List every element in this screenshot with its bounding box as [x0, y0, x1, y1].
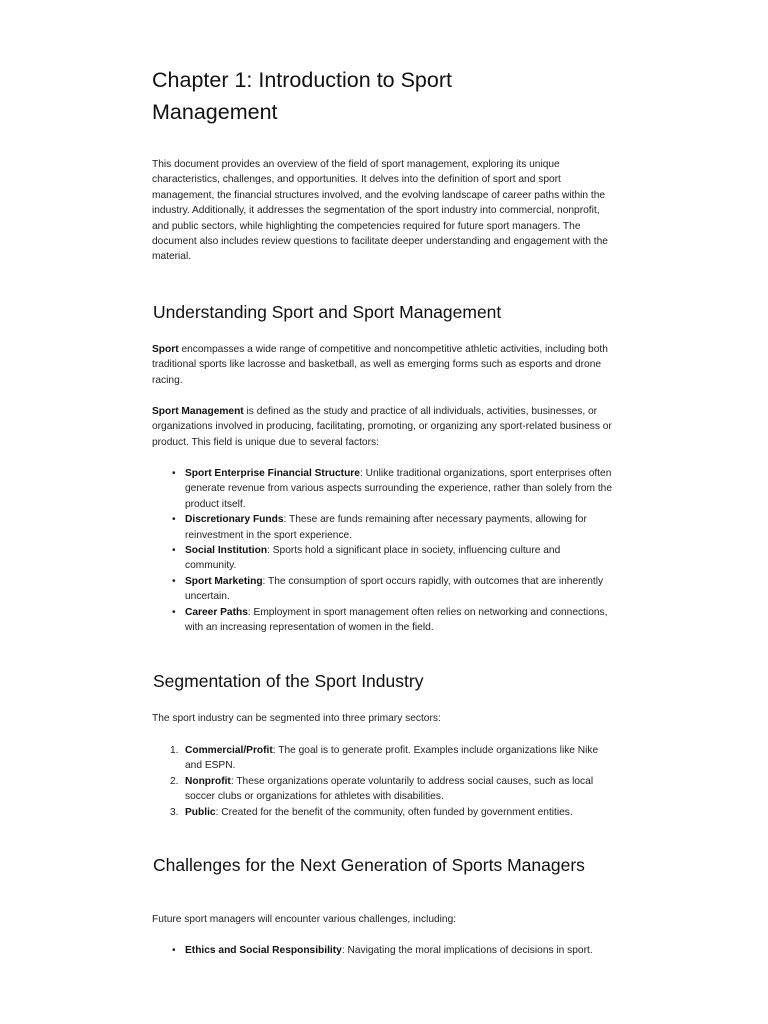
list-item-term: Sport Enterprise Financial Structure [185, 468, 360, 479]
list-item-term: Social Institution [185, 545, 268, 557]
segmentation-intro: The sport industry can be segmented into three primary sectors: [152, 713, 441, 724]
sport-management-text: is defined as the study and practice of all individuals, activities, businesses, or organizations involved in producing, facilitating, promoting, or organizing any sport-related business or product. This field is unique due to several factors: [152, 406, 612, 448]
sectors-list [152, 743, 614, 820]
section-heading-segmentation: Segmentation of the Sport Industry [153, 671, 424, 691]
section-heading-challenges: Challenges for the Next Generation of Sports Managers [153, 855, 585, 875]
list-item-text: : These organizations operate voluntarily to address social causes, such as local soccer clubs or organizations for athletes with disabilities. [185, 775, 594, 803]
list-item-term: Public [185, 806, 216, 818]
list-item [152, 466, 614, 512]
list-item [152, 512, 614, 543]
list-marker: • [172, 514, 176, 526]
list-item [152, 774, 614, 805]
list-item-text: : The goal is to generate profit. Examples include organizations like Nike and ESPN. [185, 745, 599, 772]
section-heading-understanding: Understanding Sport and Sport Management [153, 302, 502, 322]
list-marker: • [172, 606, 176, 618]
list-marker: • [172, 468, 176, 479]
list-item-text: : Created for the benefit of the community, often funded by government entities. [215, 806, 573, 818]
list-marker: • [172, 575, 176, 587]
list-item-term: Discretionary Funds [185, 514, 284, 526]
intro-paragraph: This document provides an overview of the field of sport management, exploring its unique characteristics, challenges, and opportunities. It delves into the definition of sport and sport management, the financial structures involved, and the evolving landscape of career paths within the industry. Additionally, it addresses the segmentation of the sport industry into commercial, nonprofit, and public sectors, while highlighting the competencies required for future sport managers. The document also includes review questions to facilitate deeper understanding and engagement with the material. [152, 159, 608, 263]
sport-definition-paragraph [152, 342, 614, 388]
list-item-text: : Sports hold a significant place in society, influencing culture and community. [185, 545, 561, 572]
list-item [152, 805, 614, 820]
list-item [152, 605, 614, 636]
list-item [152, 743, 614, 774]
sport-definition-text: encompasses a wide range of competitive and noncompetitive athletic activities, including both traditional sports like lacrosse and basketball, as well as emerging forms such as esports and drone racing. [152, 344, 608, 386]
list-item [152, 943, 614, 958]
list-item [152, 543, 614, 574]
list-marker: 1. [170, 745, 179, 756]
page-title: Chapter 1: Introduction to Sport Management [152, 68, 452, 124]
list-item-term: Sport Marketing [185, 575, 263, 587]
list-item-text: : These are funds remaining after necessary payments, allowing for reinvestment in the sport experience. [185, 514, 587, 541]
list-item-term: Ethics and Social Responsibility [185, 945, 342, 956]
list-item-term: Commercial/Profit [185, 745, 273, 756]
list-item-text: : Employment in sport management often relies on networking and connections, with an increasing representation of women in the field. [185, 606, 608, 634]
list-marker: 2. [170, 775, 179, 787]
challenges-intro: Future sport managers will encounter various challenges, including: [152, 914, 457, 925]
list-item [152, 574, 614, 605]
list-item-term: Nonprofit [185, 775, 231, 787]
sport-management-paragraph [152, 404, 614, 450]
list-marker: • [172, 945, 176, 956]
list-item-text: : The consumption of sport occurs rapidly, with outcomes that are inherently uncertain. [185, 575, 604, 603]
list-item-term: Career Paths [185, 606, 248, 618]
sport-term: Sport [152, 344, 179, 355]
list-item-text: : Unlike traditional organizations, sport enterprises often generate revenue from various aspects surrounding the experience, rather than solely from the product itself. [185, 468, 612, 510]
challenges-list [152, 943, 614, 958]
list-item-text: : Navigating the moral implications of decisions in sport. [341, 945, 593, 956]
list-marker: 3. [170, 806, 179, 818]
sport-management-term: Sport Management [152, 406, 244, 417]
list-marker: • [172, 545, 176, 557]
unique-factors-list [152, 466, 614, 635]
